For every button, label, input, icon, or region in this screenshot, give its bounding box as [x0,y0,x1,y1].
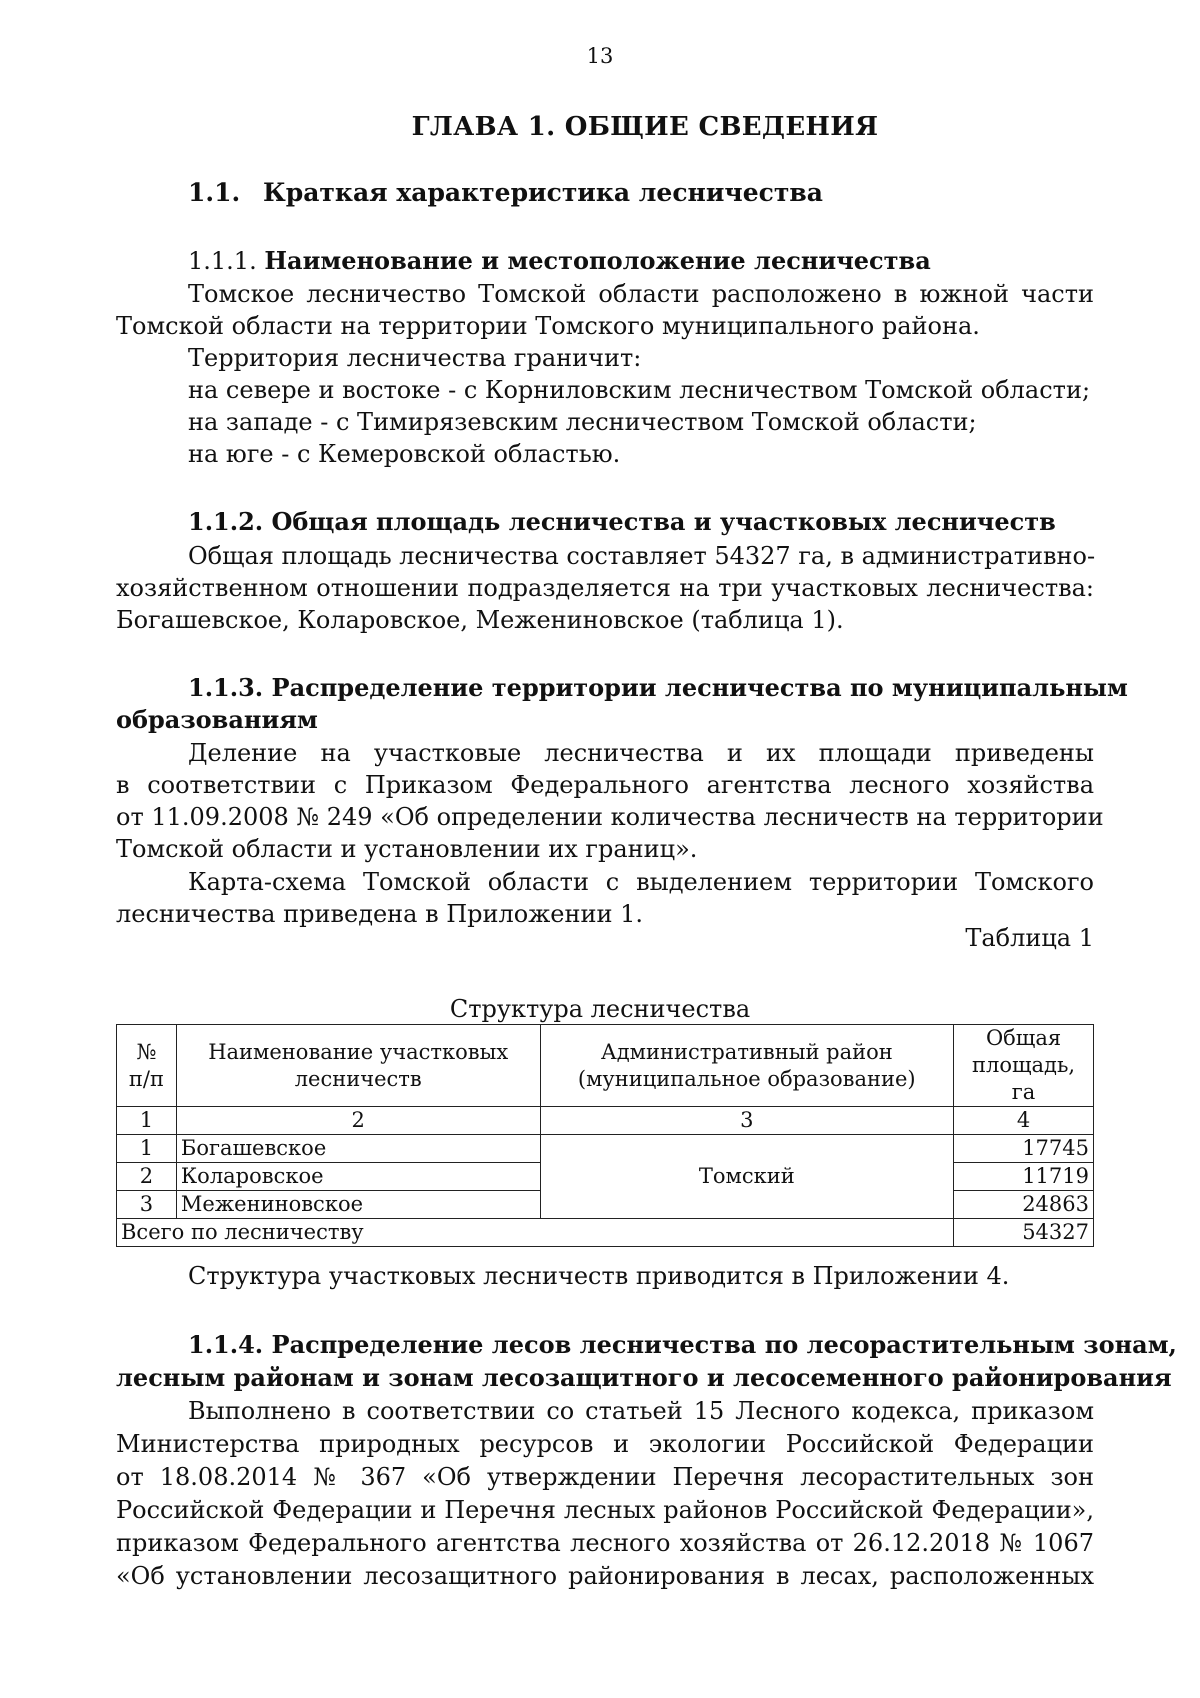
header-district-line2: (муниципальное образование) [577,1066,916,1091]
page-number: 13 [586,44,614,68]
section-number: 1.1. [188,178,241,207]
subsection-1-1-3-heading-cont: образованиям [116,705,318,734]
table-label: Таблица 1 [965,924,1094,952]
paragraph-line: приказом Федерального агентства лесного хозяйства от 26.12.2018 № 1067 [116,1529,1094,1557]
row-num: 1 [117,1135,177,1163]
paragraph-line: Территория лесничества граничит: [188,344,642,372]
subsection-1-1-3-heading: 1.1.3. Распределение территории лесничества по муниципальным [188,673,1128,702]
paragraph-line: хозяйственном отношении подразделяется на три участковых лесничества: [116,574,1094,602]
paragraph-line: в соответствии с Приказом Федерального агентства лесного хозяйства [116,771,1094,799]
paragraph-line: на севере и востоке - с Корниловским лесничеством Томской области; [188,376,1091,404]
subsection-number: 1.1.1. [188,247,257,275]
row-area: 17745 [954,1135,1094,1163]
paragraph-line: Российской Федерации и Перечня лесных районов Российской Федерации», [116,1496,1094,1524]
header-area-line1: Общая [985,1026,1062,1050]
header-district [540,1025,954,1107]
paragraph-line: «Об установлении лесозащитного районирования в лесах, расположенных [116,1562,1094,1590]
header-district-line1: Административный район [600,1039,893,1064]
table-caption: Структура лесничества [449,995,751,1023]
paragraph-line: на юге - с Кемеровской областью. [188,440,621,468]
row-area: 24863 [954,1191,1094,1219]
paragraph-line: Выполнено в соответствии со статьей 15 Лесного кодекса, приказом [188,1397,1094,1425]
row-district: Томский [540,1135,954,1219]
row-num: 2 [117,1163,177,1191]
paragraph-line: лесничества приведена в Приложении 1. [116,900,644,928]
header-name-line2: лесничеств [294,1066,422,1091]
paragraph-line: Томской области и установлении их границ». [116,835,698,863]
paragraph-line: Структура участковых лесничеств приводится в Приложении 4. [188,1262,1010,1290]
subsection-title: Наименование и местоположение лесничества [264,246,931,275]
column-number: 1 [117,1107,177,1135]
row-name: Межениновское [176,1191,540,1219]
section-title: Краткая характеристика лесничества [263,178,823,207]
paragraph-line: Министерства природных ресурсов и экологии Российской Федерации [116,1430,1094,1458]
column-number: 4 [954,1107,1094,1135]
chapter-title: ГЛАВА 1. ОБЩИЕ СВЕДЕНИЯ [411,112,879,142]
table-header-row [117,1025,1094,1107]
subsection-1-1-4-heading-cont: лесным районам и зонам лесозащитного и лесосеменного районирования [116,1363,1172,1392]
structure-table [116,1024,1094,1247]
column-number: 3 [540,1107,954,1135]
paragraph-line: Деление на участковые лесничества и их площади приведены [188,739,1094,767]
section-heading [188,178,823,207]
subsection-1-1-2-heading: 1.1.2. Общая площадь лесничества и участковых лесничеств [188,507,1056,536]
header-name [176,1025,540,1107]
header-name-line1: Наименование участковых [208,1039,509,1064]
header-num-line1: № [136,1039,157,1064]
subsection-1-1-4-heading: 1.1.4. Распределение лесов лесничества по лесорастительным зонам, [188,1330,1177,1359]
row-area: 11719 [954,1163,1094,1191]
column-number: 2 [176,1107,540,1135]
total-label: Всего по лесничеству [117,1219,954,1247]
row-name: Богашевское [176,1135,540,1163]
paragraph-line: Карта-схема Томской области с выделением территории Томского [188,868,1094,896]
paragraph-line: Томское лесничество Томской области расположено в южной части [188,280,1094,308]
header-area [954,1025,1094,1107]
table-total-row [117,1219,1094,1247]
header-num [117,1025,177,1107]
paragraph-line: Богашевское, Коларовское, Межениновское (таблица 1). [116,606,844,634]
paragraph-line: от 11.09.2008 № 249 «Об определении количества лесничеств на территории [116,803,1104,831]
total-area: 54327 [954,1219,1094,1247]
table-column-numbers-row [117,1107,1094,1135]
paragraph-line: от 18.08.2014 № 367 «Об утверждении Перечня лесорастительных зон [116,1463,1094,1491]
paragraph-line: на западе - с Тимирязевским лесничеством Томской области; [188,408,977,436]
row-name: Коларовское [176,1163,540,1191]
paragraph-line: Общая площадь лесничества составляет 54327 га, в административно- [188,542,1096,570]
row-num: 3 [117,1191,177,1219]
table-row [117,1135,1094,1163]
header-num-line2: п/п [128,1066,164,1091]
header-area-line2: площадь, га [971,1053,1076,1104]
subsection-1-1-1-heading [188,245,931,277]
paragraph-line: Томской области на территории Томского муниципального района. [116,312,980,340]
